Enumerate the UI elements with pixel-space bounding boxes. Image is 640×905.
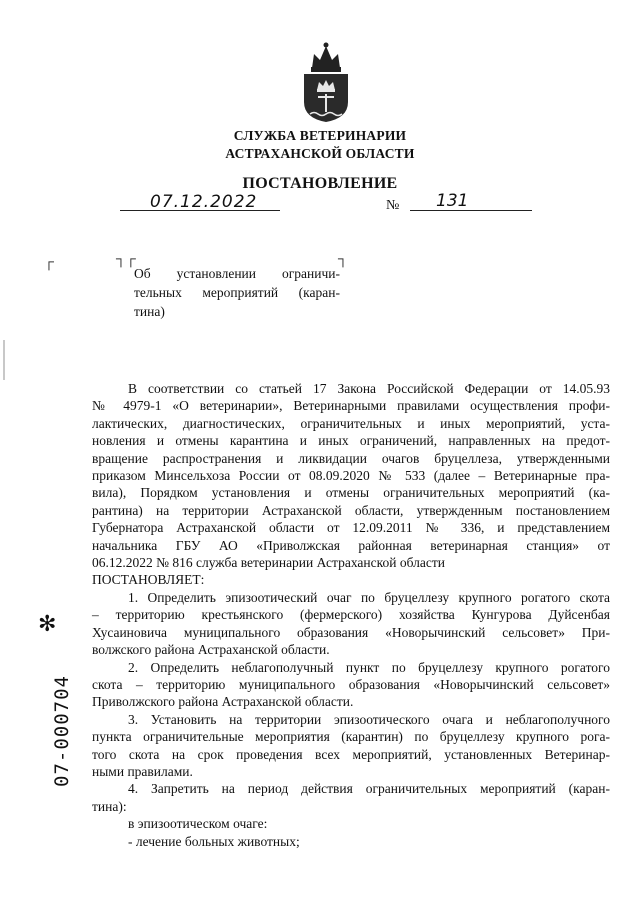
item-3-line: пункта ограничительные мероприятия (карантин) по бруцеллезу крупного рога- (92, 729, 610, 745)
document-number: 131 (436, 191, 469, 211)
number-underline (410, 210, 532, 211)
subject-line: тельных мероприятий (каран- (134, 285, 340, 300)
item-1-line: волжского района Астраханской области. (92, 642, 330, 658)
item-3-line: ными правилами. (92, 763, 193, 779)
agency-name-line1: СЛУЖБА ВЕТЕРИНАРИИ (233, 128, 407, 143)
item-3-line: 3. Установить на территории эпизоотического очага и неблагополучного (128, 711, 610, 727)
text-line: рантина) на территории Астраханской области, утвержденным постановлением (92, 502, 610, 518)
side-code-text: 07-000704 (50, 675, 73, 787)
text-line: № 4979-1 «О ветеринарии», Ветеринарными правилами осуществления профи- (92, 398, 610, 414)
document-date: 07.12.2022 (150, 192, 258, 212)
document-type-title: ПОСТАНОВЛЕНИЕ (242, 175, 398, 192)
corner-bracket-left: ┌ (44, 255, 54, 270)
subject-line: Об установлении ограничи- (134, 266, 340, 281)
asterisk-mark: ✻ (38, 612, 57, 637)
item-2-line: 2. Определить неблагополучный пункт по бруцеллезу крупного рогатого (128, 659, 610, 675)
number-label: № (386, 198, 400, 213)
item-1-line: Хусаиновича муниципального образования «Новорычинский сельсовет» При- (92, 624, 610, 640)
item-2-line: скота – территорию муниципального образования «Новорычинский сельсовет» (92, 676, 610, 692)
item-1-line: – территорию крестьянского (фермерского) хозяйства Кунгурова Дуйсенбая (92, 607, 610, 623)
item-4-line: 4. Запретить на период действия ограничительных мероприятий (каран- (128, 781, 610, 797)
text-line: лактических, диагностических, ограничительных и иных мероприятий, уста- (92, 415, 610, 431)
astrakhan-coat-of-arms-icon (298, 40, 354, 124)
corner-bracket-subject-right: ┐ (338, 252, 348, 267)
text-line: приказом Минсельхоза России от 08.09.2020 № 533 (далее – Ветеринарные пра- (92, 468, 610, 484)
preamble-paragraph (92, 380, 610, 850)
text-line: Губернатора Астраханской области от 12.09.2011 № 336, и представлением (92, 520, 610, 536)
agency-name-line2: АСТРАХАНСКОЙ ОБЛАСТИ (225, 146, 415, 161)
resolves-heading: ПОСТАНОВЛЯЕТ: (92, 572, 205, 588)
coat-of-arms-emblem (298, 40, 354, 124)
subsection-heading: в эпизоотическом очаге: (128, 816, 268, 832)
text-line: вращение распространения и ликвидации очагов бруцеллеза, утвержденными (92, 450, 610, 466)
text-line: начальника ГБУ АО «Приволжская районная ветеринарная станция» от (92, 537, 610, 553)
bullet-item: - лечение больных животных; (128, 833, 300, 849)
item-3-line: того скота на срок проведения всех мероприятий, установленных Ветеринар- (92, 746, 610, 762)
text-line: вила), Порядком установления и отмены ограничительных мероприятий (ка- (92, 485, 610, 501)
text-line: новления и отмены карантина и иных ограничений, направленных на предот- (92, 433, 610, 449)
item-1-line: 1. Определить эпизоотический очаг по бруцеллезу крупного рогатого скота (128, 589, 610, 605)
item-4-line: тина): (92, 798, 127, 814)
text-line: 06.12.2022 № 816 служба ветеринарии Астраханской области (92, 555, 445, 571)
corner-bracket-subject-left: ┐┌ (116, 252, 136, 267)
text-line: В соответствии со статьей 17 Закона Российской Федерации от 14.05.93 (128, 381, 610, 396)
item-2-line: Приволжского района Астраханской области. (92, 694, 354, 710)
scan-margin-mark (3, 340, 5, 380)
side-registration-code (36, 660, 76, 787)
subject-block (134, 264, 340, 321)
subject-line: тина) (134, 304, 165, 319)
